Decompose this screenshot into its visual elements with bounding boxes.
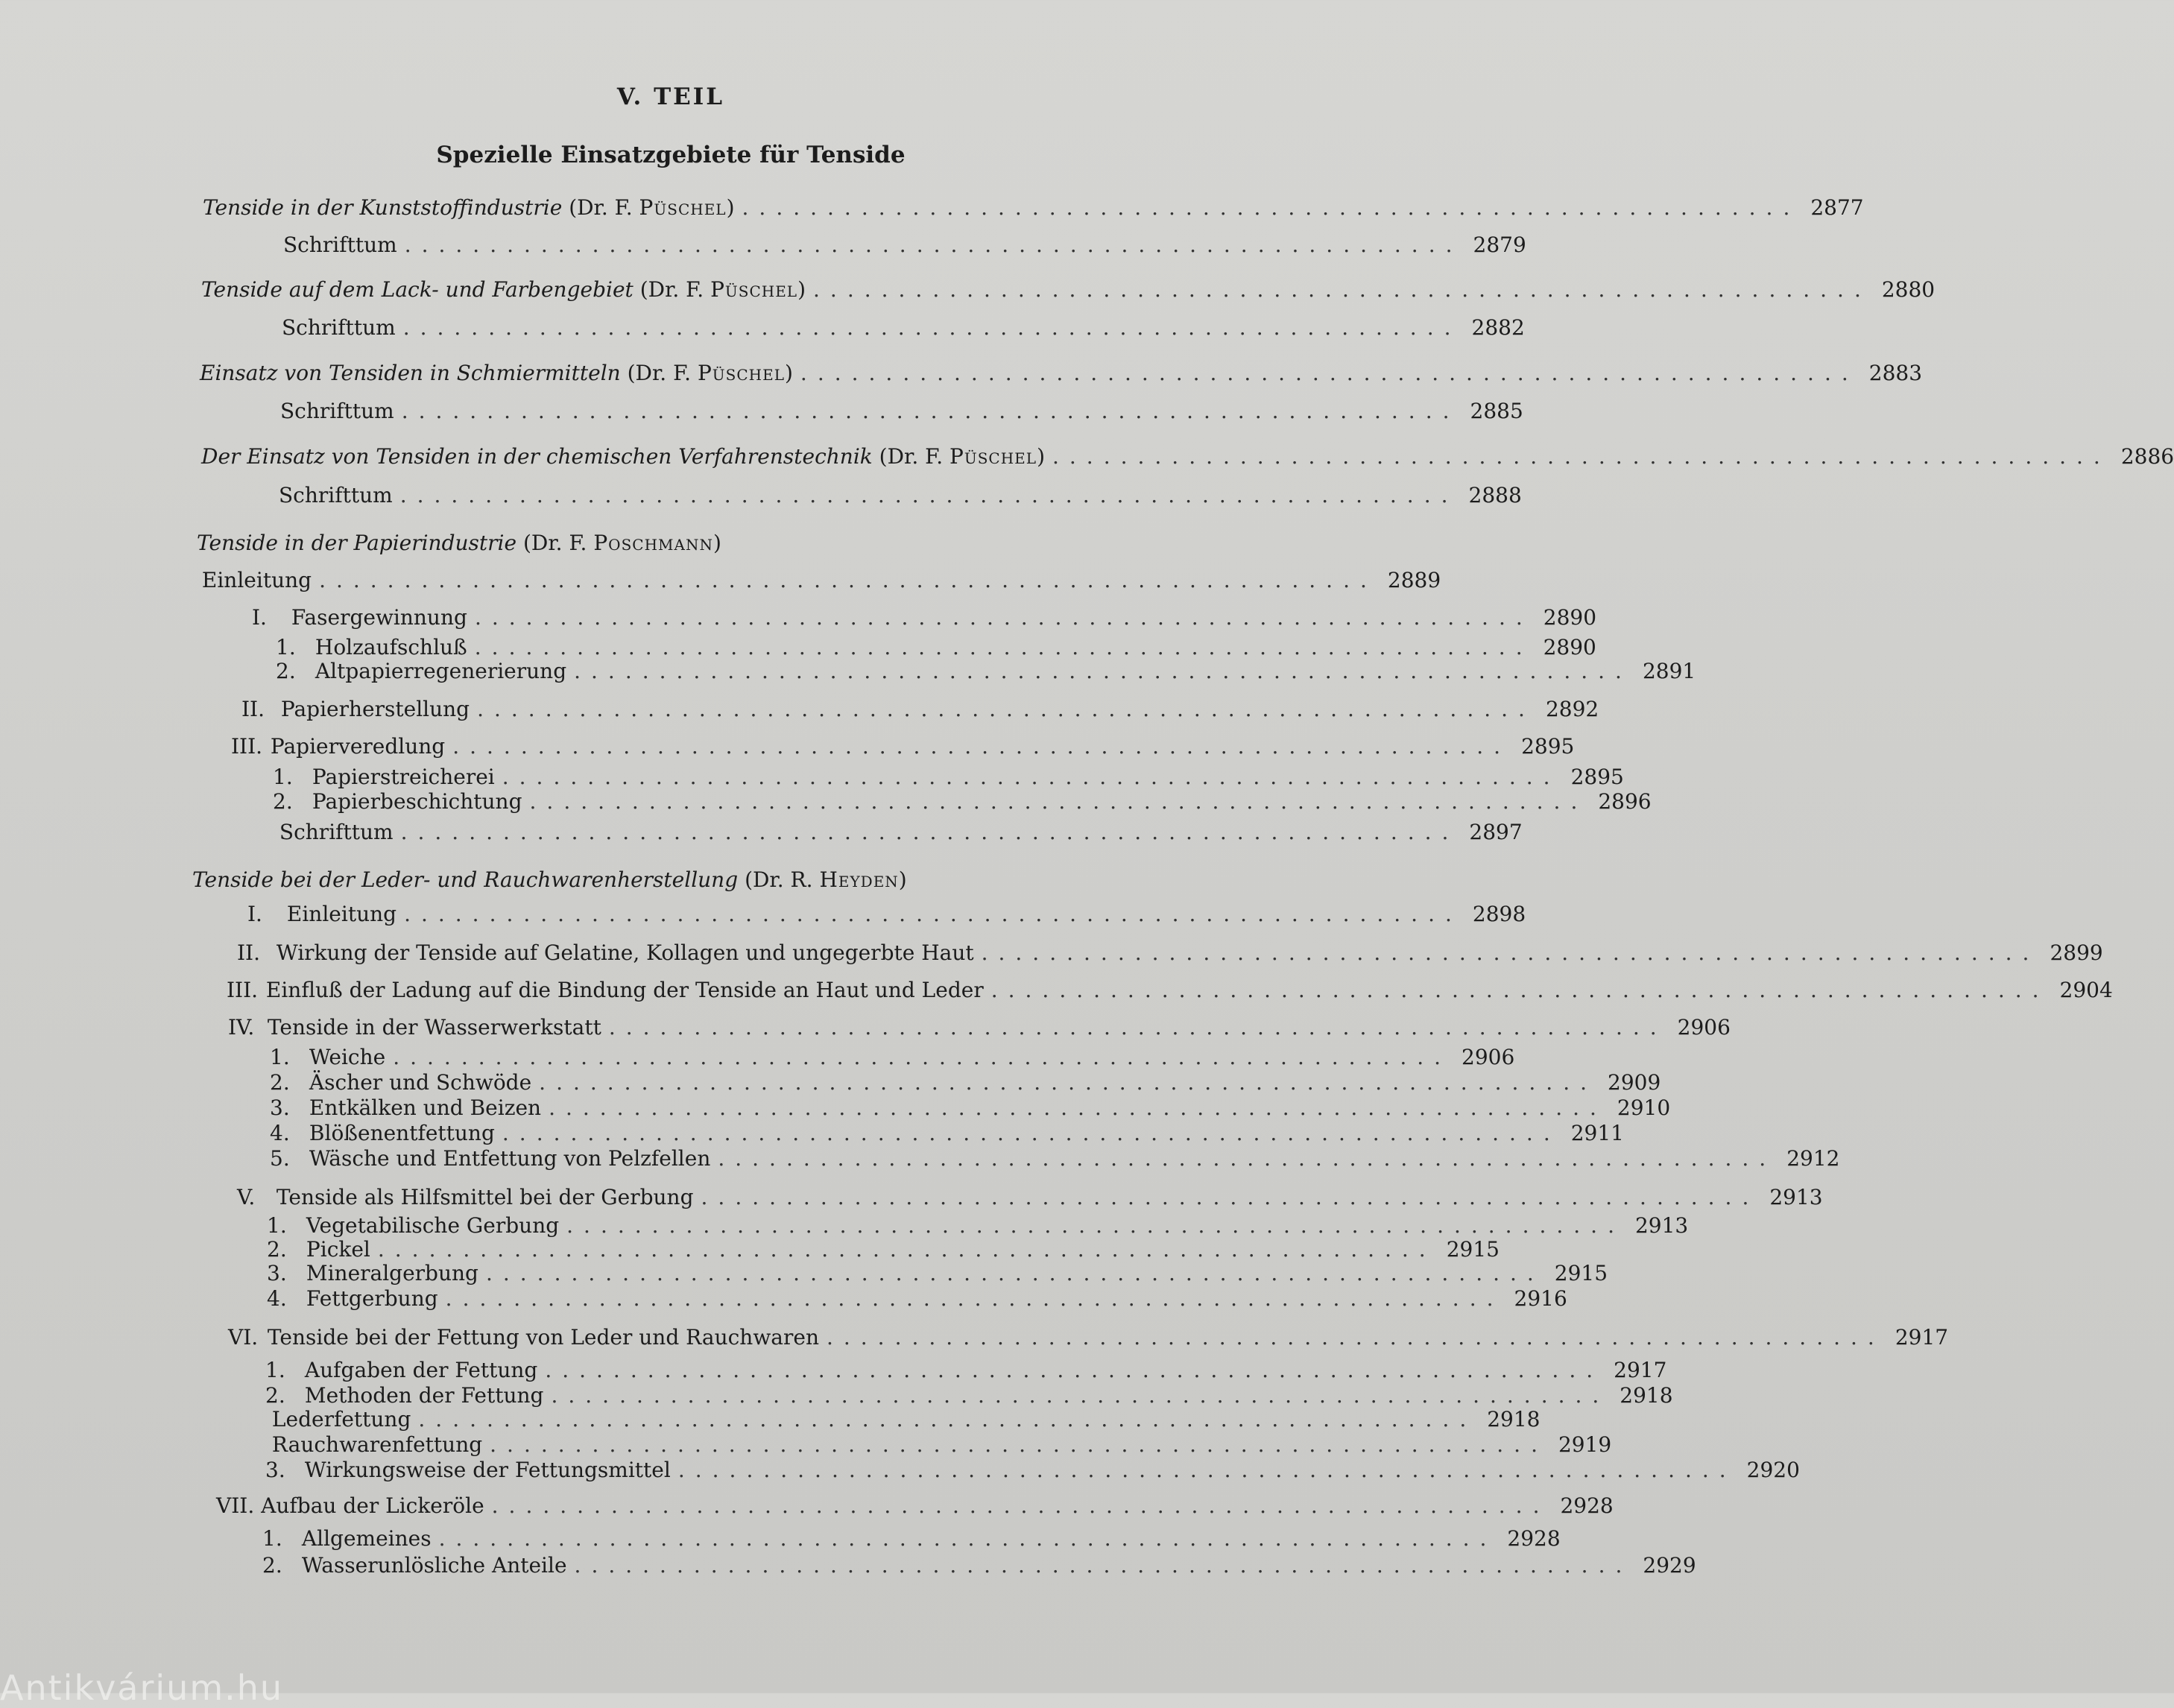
entry-number: I.	[247, 902, 262, 926]
dot-leader: ..............................................................	[490, 1432, 1548, 1457]
toc-entry	[262, 1553, 1696, 1583]
entry-text: Äscher und Schwöde	[309, 1070, 532, 1095]
dot-leader: ..............................................................	[574, 659, 1632, 683]
entry-text: Papierherstellung	[280, 697, 470, 721]
author-name: Poschmann	[593, 531, 713, 555]
page-number: 2904	[2059, 978, 2113, 1002]
author-suffix: )	[898, 867, 907, 892]
page-number: 2918	[1487, 1407, 1541, 1432]
entry-text: Altpapierregenerierung	[315, 659, 567, 683]
author-prefix: (Dr. F.	[639, 277, 711, 302]
entry-number: 2.	[262, 1553, 282, 1578]
page-number: 2913	[1769, 1185, 1823, 1209]
entry-text: Einfluß der Ladung auf die Bindung der Tenside an Haut und Leder	[265, 978, 984, 1002]
author-prefix: (Dr. F.	[522, 531, 594, 555]
toc-entry	[231, 734, 1575, 764]
watermark: Antikvárium.hu	[0, 1668, 284, 1708]
toc-entry	[227, 978, 2113, 1008]
entry-number: III.	[227, 978, 259, 1002]
dot-leader: ..............................................................	[549, 1095, 1607, 1120]
entry-text: Aufbau der Lickeröle	[261, 1493, 484, 1518]
page-number: 2906	[1677, 1015, 1731, 1040]
page-number: 2918	[1620, 1383, 1673, 1408]
page-number: 2912	[1786, 1146, 1840, 1171]
dot-leader: ..............................................................	[502, 765, 1561, 789]
toc-entry	[276, 659, 1696, 689]
entry-number: 2.	[273, 789, 293, 814]
dot-leader: ..............................................................	[418, 1407, 1477, 1432]
dot-leader: ..............................................................	[377, 1237, 1436, 1262]
dot-leader: ..............................................................	[474, 605, 1533, 630]
page-number: 2929	[1643, 1553, 1696, 1578]
toc-entry-verfahrenstechnik	[201, 444, 2174, 474]
entry-text: Einleitung	[286, 902, 397, 926]
section-title: Tenside in der Papierindustrie	[197, 531, 517, 555]
entry-text: Mineralgerbung	[306, 1261, 478, 1285]
entry-text: Blößenentfettung	[309, 1121, 495, 1145]
page-number: 2928	[1560, 1493, 1614, 1518]
entry-text: Schrifttum	[283, 233, 397, 257]
dot-leader: ..............................................................	[566, 1213, 1625, 1238]
page-number: 2910	[1617, 1095, 1671, 1120]
dot-leader: ..............................................................	[393, 1045, 1452, 1069]
author-name: Püschel	[639, 195, 727, 220]
toc-entry	[216, 1493, 1614, 1523]
page-number: 2917	[1895, 1325, 1949, 1350]
toc-entry	[252, 605, 1597, 635]
entry-text: Papierveredlung	[270, 734, 446, 759]
toc-entry-literature	[279, 483, 1522, 513]
page-number: 2889	[1387, 568, 1441, 592]
page-number: 2877	[1810, 195, 1864, 220]
dot-leader: ..............................................................	[677, 1458, 1737, 1482]
page-number: 2891	[1642, 659, 1696, 683]
author-name: Püschel	[949, 444, 1037, 469]
toc-entry	[237, 1185, 1823, 1215]
toc-entry-lack	[201, 277, 1936, 307]
page-number: 2913	[1634, 1213, 1689, 1238]
toc-entry	[228, 1325, 1949, 1355]
entry-text: Papierstreicherei	[312, 765, 495, 789]
toc-entry	[262, 1526, 1561, 1556]
toc-entry	[267, 1286, 1567, 1316]
dot-leader: ..............................................................	[574, 1553, 1633, 1578]
page-number: 2896	[1598, 789, 1652, 814]
dot-leader: ..............................................................	[404, 902, 1462, 926]
entry-text: Tenside in der Wasserwerkstatt	[267, 1015, 601, 1040]
entry-title: Tenside in der Kunststoffindustrie	[203, 195, 563, 220]
entry-number: II.	[241, 697, 265, 721]
entry-number: 1.	[265, 1358, 285, 1382]
toc-entry	[237, 940, 2103, 970]
dot-leader: ..............................................................	[438, 1526, 1497, 1551]
dot-leader: ..............................................................	[477, 697, 1535, 721]
page-number: 2928	[1507, 1526, 1561, 1551]
toc-entry-literature	[280, 399, 1523, 428]
toc-entry	[247, 902, 1526, 932]
entry-number: 2.	[267, 1237, 287, 1262]
entry-number: V.	[237, 1185, 256, 1209]
entry-number: 4.	[267, 1286, 287, 1311]
page-number: 2890	[1543, 635, 1596, 660]
page-number: 2915	[1446, 1237, 1500, 1262]
toc-entry	[195, 568, 1441, 598]
dot-leader: ..............................................................	[319, 568, 1377, 592]
entry-number: III.	[231, 734, 263, 759]
dot-leader: ..............................................................	[399, 483, 1459, 507]
dot-leader: ..............................................................	[400, 820, 1459, 844]
toc-entry	[273, 789, 1652, 819]
dot-leader: ..............................................................	[445, 1286, 1504, 1311]
entry-text: Pickel	[306, 1237, 370, 1262]
entry-text: Allgemeines	[301, 1526, 432, 1551]
entry-number: VII.	[216, 1493, 255, 1518]
dot-leader: ..............................................................	[502, 1121, 1561, 1145]
entry-number: 2.	[265, 1383, 285, 1408]
author-name: Püschel	[697, 361, 785, 385]
entry-text: Schrifttum	[279, 483, 393, 507]
dot-leader: ..............................................................	[701, 1185, 1760, 1209]
dot-leader: ..............................................................	[529, 789, 1588, 814]
dot-leader: ..............................................................	[608, 1015, 1667, 1040]
entry-text: Schrifttum	[279, 820, 394, 844]
entry-text: Wirkungsweise der Fettungsmittel	[304, 1458, 671, 1482]
page-number: 2890	[1543, 605, 1597, 630]
entry-number: 1.	[270, 1045, 290, 1069]
dot-leader: ..............................................................	[485, 1261, 1544, 1285]
toc-entry	[273, 820, 1523, 850]
page-number: 2899	[2050, 940, 2103, 965]
dot-leader: ..............................................................	[402, 315, 1462, 340]
dot-leader: ..............................................................	[401, 399, 1460, 423]
entry-text: Fasergewinnung	[291, 605, 467, 630]
entry-text: Vegetabilische Gerbung	[306, 1213, 560, 1238]
dot-leader: ..............................................................	[1052, 444, 2111, 469]
dot-leader: ..............................................................	[491, 1493, 1550, 1518]
page-number: 2895	[1570, 765, 1624, 789]
dot-leader: ..............................................................	[990, 978, 2050, 1002]
dot-leader: ..............................................................	[404, 233, 1463, 257]
toc-entry	[270, 1146, 1840, 1176]
entry-number: I.	[252, 605, 267, 630]
page-number: 2882	[1471, 315, 1525, 340]
author-prefix: (Dr. F.	[879, 444, 950, 469]
entry-title: Einsatz von Tensiden in Schmiermitteln	[200, 361, 621, 385]
toc-entry	[228, 1015, 1731, 1045]
entry-text: Wasserunlösliche Anteile	[301, 1553, 567, 1578]
part-title: V. TEIL	[616, 83, 725, 110]
section-heading-leder	[192, 867, 907, 892]
author-name: Heyden	[819, 867, 899, 892]
page-number: 2897	[1469, 820, 1523, 844]
entry-number: II.	[237, 940, 261, 965]
entry-text: Einleitung	[201, 568, 312, 592]
page-number: 2917	[1614, 1358, 1667, 1382]
author-prefix: (Dr. F.	[627, 361, 698, 385]
entry-text: Schrifttum	[280, 399, 394, 423]
author-prefix: (Dr. F.	[569, 195, 639, 220]
author-suffix: )	[712, 531, 721, 555]
toc-entry-kunststoff	[203, 195, 1864, 225]
dot-leader: ..............................................................	[813, 277, 1871, 302]
entry-number: 4.	[270, 1121, 290, 1145]
dot-leader: ..............................................................	[452, 734, 1511, 759]
page-number: 2892	[1545, 697, 1599, 721]
entry-text: Fettgerbung	[306, 1286, 438, 1311]
entry-number: IV.	[228, 1015, 255, 1040]
page-number: 2915	[1554, 1261, 1608, 1285]
page-number: 2895	[1521, 734, 1575, 759]
page-number: 2920	[1746, 1458, 1800, 1482]
dot-leader: ..............................................................	[539, 1070, 1597, 1095]
dot-leader: ..............................................................	[800, 361, 1859, 385]
entry-title: Tenside auf dem Lack- und Farbengebiet	[201, 277, 633, 302]
entry-number: 5.	[270, 1146, 290, 1171]
page-number: 2879	[1473, 233, 1526, 257]
section-heading-papier	[197, 531, 721, 555]
section-title: Tenside bei der Leder- und Rauchwarenherstellung	[192, 867, 739, 892]
entry-text: Wäsche und Entfettung von Pelzfellen	[309, 1146, 711, 1171]
page-number: 2916	[1514, 1286, 1567, 1311]
entry-text: Holzaufschluß	[315, 635, 467, 660]
page-number: 2888	[1468, 483, 1522, 507]
dot-leader: ..............................................................	[718, 1146, 1777, 1171]
entry-text: Aufgaben der Fettung	[304, 1358, 538, 1382]
entry-text: Tenside als Hilfsmittel bei der Gerbung	[276, 1185, 694, 1209]
entry-text: Papierbeschichtung	[312, 789, 522, 814]
entry-number: 3.	[265, 1458, 285, 1482]
page-number: 2911	[1570, 1121, 1624, 1145]
entry-text: Schrifttum	[282, 315, 396, 340]
entry-text: Wirkung der Tenside auf Gelatine, Kollagen und ungegerbte Haut	[276, 940, 974, 965]
author-name: Püschel	[710, 277, 798, 302]
page-number: 2909	[1608, 1070, 1661, 1095]
entry-number: 1.	[267, 1213, 287, 1238]
entry-number: 2.	[270, 1070, 290, 1095]
author-suffix: )	[784, 361, 793, 385]
entry-text: Methoden der Fettung	[304, 1383, 544, 1408]
dot-leader: ..............................................................	[826, 1325, 1885, 1350]
entry-text: Weiche	[309, 1045, 386, 1069]
entry-number: 1.	[273, 765, 293, 789]
entry-text: Entkälken und Beizen	[309, 1095, 542, 1120]
dot-leader: ..............................................................	[474, 635, 1533, 660]
entry-number: 1.	[276, 635, 296, 660]
page-number: 2898	[1472, 902, 1526, 926]
part-subtitle: Spezielle Einsatzgebiete für Tenside	[436, 142, 906, 168]
page-number: 2886	[2120, 444, 2174, 469]
entry-text: Rauchwarenfettung	[271, 1432, 483, 1457]
author-suffix: )	[726, 195, 735, 220]
page-number: 2880	[1881, 277, 1936, 302]
author-prefix: (Dr. R.	[745, 867, 820, 892]
toc-entry-literature	[282, 315, 1525, 345]
entry-title: Der Einsatz von Tensiden in der chemischen Verfahrenstechnik	[201, 444, 873, 469]
entry-number: VI.	[228, 1325, 259, 1350]
entry-text: Tenside bei der Fettung von Leder und Rauchwaren	[267, 1325, 819, 1350]
entry-number: 1.	[262, 1526, 282, 1551]
entry-number: 2.	[276, 659, 296, 683]
toc-entry-schmiermittel	[200, 361, 1923, 390]
dot-leader: ..............................................................	[981, 940, 2040, 965]
entry-number: 3.	[270, 1095, 290, 1120]
author-suffix: )	[797, 277, 806, 302]
toc-entry	[241, 697, 1599, 727]
page-number: 2885	[1470, 399, 1523, 423]
entry-number: 3.	[267, 1261, 287, 1285]
toc-entry	[265, 1458, 1800, 1487]
dot-leader: ..............................................................	[545, 1358, 1604, 1382]
page-number: 2883	[1868, 361, 1923, 385]
toc-entry-literature	[283, 233, 1526, 262]
page-number: 2906	[1462, 1045, 1515, 1069]
dot-leader: ..............................................................	[551, 1383, 1610, 1408]
page-number: 2919	[1558, 1432, 1612, 1457]
entry-text: Lederfettung	[271, 1407, 411, 1432]
dot-leader: ..............................................................	[742, 195, 1801, 220]
author-suffix: )	[1037, 444, 1045, 469]
